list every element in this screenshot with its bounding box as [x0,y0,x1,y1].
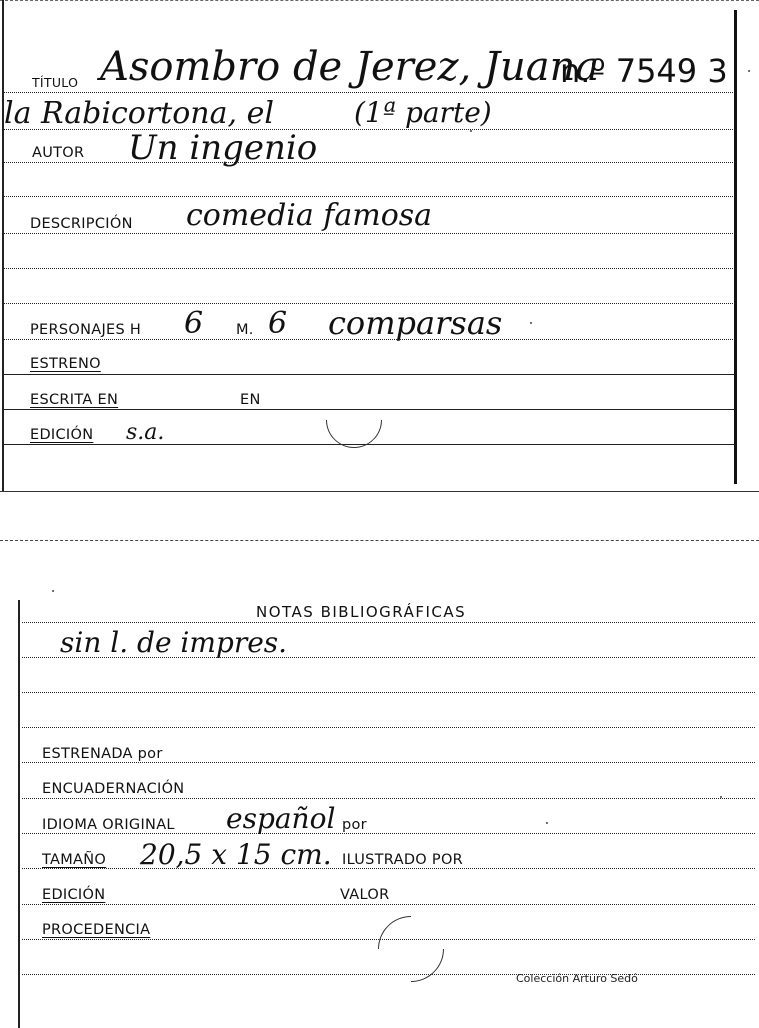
punch-hole-mark [314,380,393,459]
encuadernacion-label: ENCUADERNACIÓN [42,781,185,797]
personajes-h-label: PERSONAJES H [30,322,142,338]
edicion-value: s.a. [126,420,165,445]
descripcion-value: comedia famosa [186,198,433,233]
speck [748,70,750,72]
idioma-value: español [226,802,336,835]
collection-footer: Colección Arturo Sedó [516,972,638,985]
speck [470,130,472,132]
rule-line [22,762,755,763]
card-top-edge [0,540,759,542]
rule-line [22,727,755,728]
speck [546,822,548,824]
valor-label: VALOR [340,887,390,903]
punch-hole-mark [364,902,457,995]
estrenada-label: ESTRENADA por [42,746,163,762]
speck [530,322,532,324]
edicion-label-bottom: EDICIÓN [42,887,106,903]
rule-line [22,868,755,869]
en-label: EN [240,392,261,408]
catalog-card-bottom [0,540,759,1028]
card-top-edge [0,0,759,2]
rule-line [22,622,755,623]
titulo-value-line2: la Rabicortona, el [4,96,274,131]
rule-line [22,833,755,834]
tamano-label: TAMAÑO [42,852,107,868]
edicion-label: EDICIÓN [30,427,94,443]
escrita-en-label: ESCRITA EN [30,392,119,408]
estreno-label: ESTRENO [30,356,101,372]
speck [720,796,722,798]
personajes-h-value: 6 [184,306,204,341]
rule-line [22,904,755,905]
rule-line [4,233,735,234]
rule-line [4,268,735,269]
rule-line [4,162,735,163]
idioma-original-label: IDIOMA ORIGINAL [42,817,175,833]
rule-line [22,798,755,799]
personajes-m-value: 6 [268,306,288,341]
card-bottom-edge [0,491,759,492]
catalog-number: n.º 7549 3 [560,52,728,90]
titulo-parte: (1ª parte) [354,96,492,129]
procedencia-label: PROCEDENCIA [42,922,151,938]
autor-label: AUTOR [32,145,85,161]
tamano-value: 20,5 x 15 cm. [140,838,332,871]
personajes-m-label: M. [236,322,254,338]
titulo-label: TÍTULO [32,75,79,90]
rule-line [4,374,735,375]
speck [52,590,54,592]
rule-line [22,692,755,693]
ilustrado-por-label: ILUSTRADO POR [342,852,464,868]
titulo-value: Asombro de Jerez, Juana [100,44,600,90]
notas-value: sin l. de impres. [60,626,288,659]
descripcion-label: DESCRIPCIÓN [30,216,133,232]
rule-line [4,196,735,197]
card-left-edge [18,600,20,1028]
notas-bibliograficas-heading: NOTAS BIBLIOGRÁFICAS [256,603,467,621]
card-right-edge [734,10,737,484]
catalog-card-top [0,0,759,492]
card-left-edge [2,0,4,492]
rule-line [4,92,735,93]
autor-value: Un ingenio [128,128,318,168]
comparsas-value: comparsas [328,304,503,342]
rule-line [22,974,755,975]
idioma-por-label: por [342,817,367,833]
rule-line [4,444,735,445]
